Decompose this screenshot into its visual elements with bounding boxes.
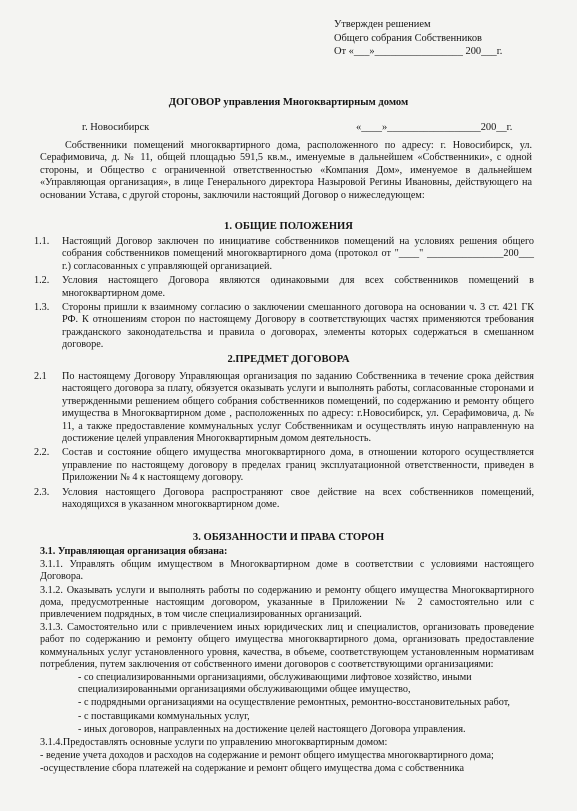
item-text: Условия настоящего Договора распространяют свое действие на всех собственников помещений, находящихся в указанном многоквартирном доме.: [62, 486, 534, 511]
document-title: ДОГОВОР управления Многоквартирным домом: [168, 97, 409, 108]
item-text: Состав и состояние общего имущества многоквартирного дома, в отношении которого осуществляется управление по настоящему договору в пределах границ эксплуатационной ответственности, приведен в Приложении № 4 к настоящему договору.: [62, 447, 534, 484]
paragraph: 3.1.4.Предоставлять основные услуги по управлению многоквартирным домом:: [40, 737, 388, 749]
paragraph: 3.1.2. Оказывать услуги и выполнять работы по содержанию и ремонту общего имущества Многоквартирного дома, предусмотренные настоящим договором, указанные в Приложении № 2 самостоятельно или с привлечением подрядных, в том числе специализированных организаций.: [40, 584, 534, 621]
section-3-body: [40, 546, 534, 777]
paragraph: 3.1.1. Управлять общим имуществом в Многоквартирном доме в соответствии с условиями настоящего Договора.: [40, 559, 534, 583]
item-text: Условия настоящего Договора являются одинаковыми для всех собственников помещений в многоквартирном доме.: [62, 275, 534, 299]
item-text: Настоящий Договор заключен по инициативе собственников помещений на условиях решения общего собрания собственников помещений многоквартирного дома (протокол от "____" _______________200___ г.) согласованных с управляющей организацией.: [62, 236, 534, 272]
item-number: 1.1.: [34, 236, 50, 247]
item-text: Стороны пришли к взаимному согласию о заключении смешанного договора на основании ч. 3 ст. 421 ГК РФ. К отношениям сторон по настоящему Договору в соответствующих частях применяются требования гражданского законодательства и правила о договорах, элементы которых содержаться в смешанном договоре.: [62, 302, 534, 351]
dash-item: - с подрядными организациями на осуществление ремонтных, ремонтно-восстановительных работ,: [78, 697, 510, 709]
intro-paragraph: Собственники помещений многоквартирного дома, расположенного по адресу: г. Новосибирск, ул. Серафимовича, д. № 11, общей площадью 591,5 кв.м., именуемые в дальнейшем «Собственники», с одной стороны, и Общество с ограниченной ответственностью «Компания Дом», именуемое в дальнейшем «Управляющая организация», в лице Генерального директора Назыровой Регины Ивановны, действующего на основании Устава, с другой стороны, заключили настоящий Договор о нижеследующем:: [40, 140, 532, 201]
subsection-title: 3.1. Управляющая организация обязана:: [40, 546, 228, 557]
dash-item: - иных договоров, направленных на достижение целей настоящего Договора управления.: [78, 723, 466, 735]
approval-line: Общего собрания Собственников: [334, 32, 482, 44]
item-number: 1.2.: [34, 275, 50, 287]
section-2-items: [34, 371, 534, 513]
list-item: [34, 447, 534, 484]
item-number: 2.1: [34, 371, 47, 382]
dash-item: - с поставщиками коммунальных услуг,: [78, 710, 250, 722]
list-item: [34, 275, 534, 300]
approval-block: [334, 18, 502, 59]
item-number: 2.2.: [34, 447, 50, 459]
item-number: 1.3.: [34, 302, 50, 314]
section-1-items: [34, 236, 534, 354]
paragraph: 3.1.3. Самостоятельно или с привлечением иных юридических лиц и специалистов, организовать проведение работ по содержанию и ремонту общего имущества многоквартирного дома, организовать предоставление коммунальных услуг установленного уровня, качества, в объеме, соответствующем установленным нормативам потребления, путем заключения от собственного имени договоров с соответствующими организациями:: [40, 622, 534, 670]
section-heading-1: 1. ОБЩИЕ ПОЛОЖЕНИЯ: [224, 221, 353, 232]
approval-line: От «___»_________________ 200___г.: [334, 46, 503, 57]
city: г. Новосибирск: [82, 122, 150, 133]
date: «____»__________________200__г.: [356, 122, 513, 133]
approval-line: Утвержден решением: [334, 19, 431, 30]
list-item: [34, 487, 534, 512]
dash-item: - со специализированными организациями, обслуживающими лифтовое хозяйство, иными специализированными организациями обслуживающими общее имущество,: [78, 672, 472, 696]
section-heading-2: 2.ПРЕДМЕТ ДОГОВОРА: [227, 354, 350, 365]
bullet-item: -осуществление сбора платежей на содержание и ремонт общего имущества дома с собственника: [40, 763, 464, 775]
list-item: [34, 371, 534, 445]
section-heading-3: 3. ОБЯЗАННОСТИ И ПРАВА СТОРОН: [192, 532, 385, 543]
list-item: [34, 302, 534, 352]
list-item: [34, 236, 534, 273]
item-number: 2.3.: [34, 486, 50, 498]
item-text: По настоящему Договору Управляющая организация по заданию Собственника в течение срока действия настоящего договора за плату, обязуется оказывать услуги и выполнять работы, согласованные сторонами и утвержденными решением общего собрания собственников помещений, по содержанию и ремонту общего имущества в Многоквартирном доме , расположенных по адресу: г.Новосибирск, ул. Серафимовича, д. № 11, а также предоставление коммунальных услуг Собственникам и осуществлять иную направленную на достижение целей управления Многоквартирным домом деятельность.: [62, 371, 534, 445]
bullet-item: - ведение учета доходов и расходов на содержание и ремонт общего имущества многоквартирного дома;: [40, 750, 494, 762]
